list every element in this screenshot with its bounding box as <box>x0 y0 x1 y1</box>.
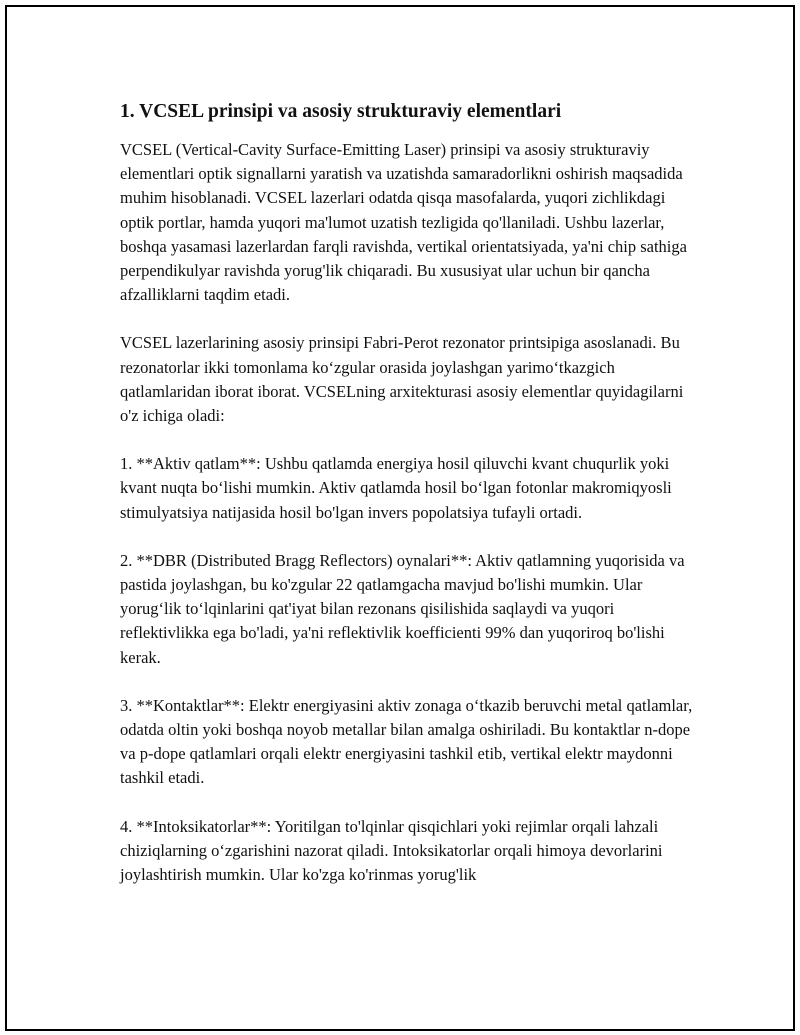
paragraph-active-layer: 1. **Aktiv qatlam**: Ushbu qatlamda energiya hosil qiluvchi kvant chuqurlik yoki kvant nuqta bo‘lishi mumkin. Aktiv qatlamda hosil bo‘lgan fotonlar makromiqyosli stimulyatsiya natijasida hosil bo'lgan invers popolatsiya tufayli ortadi. <box>120 454 672 522</box>
paragraph-intoksikatorlar: 4. **Intoksikatorlar**: Yoritilgan to'lqinlar qisqichlari yoki rejimlar orqali lahzali chiziqlarning o‘zgarishini nazorat qiladi. Intoksikatorlar orqali himoya devorlarini joylashtirish mumkin. Ular ko'zga ko'rinmas yorug'lik <box>120 816 663 885</box>
paragraph-contacts: 3. **Kontaktlar**: Elektr energiyasini aktiv zonaga o‘tkazib beruvchi metal qatlamlar, odatda oltin yoki boshqa noyob metallar bilan amalga oshiriladi. Bu kontaktlar n-dope va p-dope qatlamlari orqali elektr energiyasini tashkil etib, vertikal elektr maydonni tashkil etadi. <box>120 695 693 788</box>
section-heading: 1. VCSEL prinsipi va asosiy strukturaviy elementlari <box>120 101 562 122</box>
document-page <box>5 5 795 1031</box>
paragraph-principle: VCSEL lazerlarining asosiy prinsipi Fabri-Perot rezonator printsipiga asoslanadi. Bu rezonatorlar ikki tomonlama ko‘zgular orasida joylashgan yarimo‘tkazgich qatlamlaridan iborat iborat. VCSELning arxitekturasi asosiy elementlar quyidagilarni o'z ichiga oladi: <box>120 333 684 426</box>
document-body <box>120 99 700 911</box>
paragraph-dbr-mirrors: 2. **DBR (Distributed Bragg Reflectors) oynalari**: Aktiv qatlamning yuqorisida va pastida joylashgan, bu ko'zgular 22 qatlamgacha mavjud bo'lishi mumkin. Ular yorug‘lik to‘lqinlarini qat'iyat bilan rezonans qisilishida saqlaydi va yuqori reflektivlikka ega bo'ladi, ya'ni reflektivlik koefficienti 99% dan yuqoriroq bo'lishi kerak. <box>120 550 685 667</box>
paragraph-intro: VCSEL (Vertical-Cavity Surface-Emitting Laser) prinsipi va asosiy strukturaviy elementlari optik signallarni yaratish va uzatishda samaradorlikni oshirish maqsadida muhim hisoblanadi. VCSEL lazerlari odatda qisqa masofalarda, yuqori zichlikdagi optik portlar, hamda yuqori ma'lumot uzatish tezligida qo'llaniladi. Ushbu lazerlar, boshqa yasamasi lazerlardan farqli ravishda, vertikal orientatsiyada, ya'ni chip sathiga perpendikulyar ravishda yorug'lik chiqaradi. Bu xususiyat ular uchun bir qancha afzalliklarni taqdim etadi. <box>120 140 687 305</box>
